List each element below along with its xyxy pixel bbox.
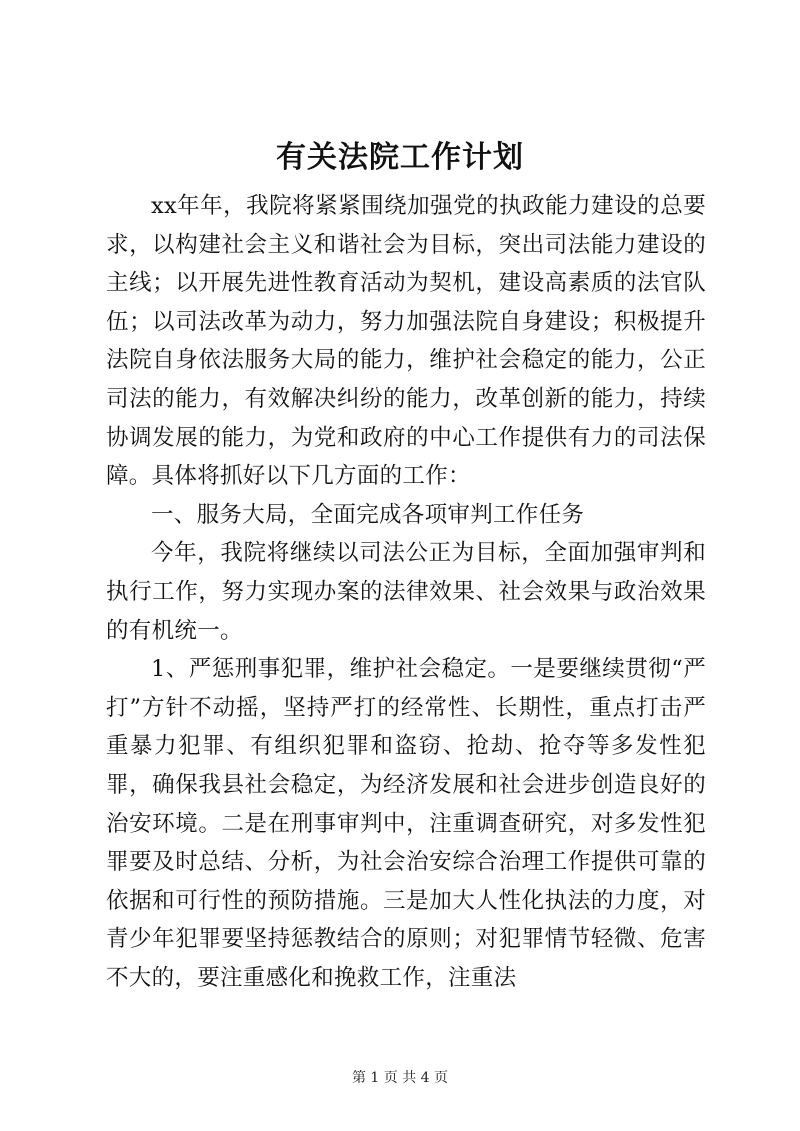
document-title: 有关法院工作计划 [276,140,524,175]
section-heading: 一、服务大局，全面完成各项审判工作任务 [151,501,585,528]
paragraph-intro: xx年年，我院将紧紧围绕加强党的执政能力建设的总要求，以构建社会主义和谐社会为目标，突出司法能力建设的主线；以开展先进性教育活动为契机，建设高素质的法官队伍；以司法改革为动力，努力加强法院自身建设；积极提升法院自身依法服务大局的能力，维护社会稳定的能力，公正司法的能力，有效解决纠纷的能力，改革创新的能力，持续协调发展的能力，为党和政府的中心工作提供有力的司法保障。具体将抓好以下几方面的工作： [106,193,706,490]
paragraph-section-intro: 今年，我院将继续以司法公正为目标，全面加强审判和执行工作，努力实现办案的法律效果、社会效果与政治效果的有机统一。 [106,540,706,644]
page-number-footer: 第 1 页 共 4 页 [351,1070,449,1086]
paragraph-item-1: 1、严惩刑事犯罪，维护社会稳定。一是要继续贯彻“严打”方针不动摇，坚持严打的经常性、长期性，重点打击严重暴力犯罪、有组织犯罪和盗窃、抢劫、抢夺等多发性犯罪，确保我县社会稳定，为经济发展和社会进步创造良好的治安环境。二是在刑事审判中，注重调查研究，对多发性犯罪要及时总结、分析，为社会治安综合治理工作提供可靠的依据和可行性的预防措施。三是加大人性化执法的力度，对青少年犯罪要坚持惩教结合的原则；对犯罪情节轻微、危害不大的，要注重感化和挽救工作，注重法 [106,656,706,991]
document-body [106,187,706,997]
